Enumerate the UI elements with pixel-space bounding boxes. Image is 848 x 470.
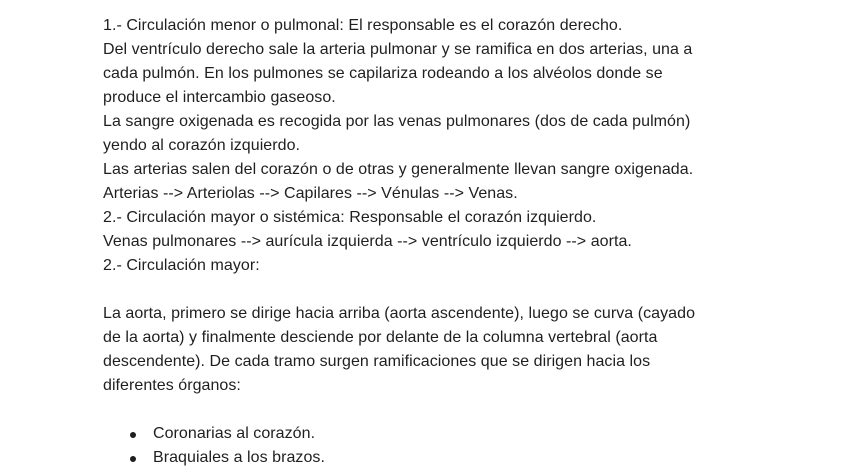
document-body bbox=[103, 14, 743, 470]
bullet-icon bbox=[130, 432, 136, 438]
paragraph-spacer bbox=[103, 398, 743, 422]
list-item-text: Braquiales a los brazos. bbox=[153, 449, 325, 466]
text-line: Del ventrículo derecho sale la arteria pulmonar y se ramifica en dos arterias, una a bbox=[103, 41, 693, 58]
cut-off-heading-fragment bbox=[102, 0, 148, 4]
text-line: de la aorta) y finalmente desciende por delante de la columna vertebral (aorta bbox=[103, 329, 658, 346]
text-line: 1.- Circulación menor o pulmonal: El responsable es el corazón derecho. bbox=[103, 17, 623, 34]
text-line: descendente). De cada tramo surgen ramificaciones que se dirigen hacia los bbox=[103, 353, 651, 370]
list-item-text: Coronarias al corazón. bbox=[153, 425, 316, 442]
text-line: 2.- Circulación mayor: bbox=[103, 257, 260, 274]
paragraph-pulmonary-circulation bbox=[103, 14, 743, 278]
text-line: produce el intercambio gaseoso. bbox=[103, 89, 336, 106]
list-item bbox=[103, 446, 743, 470]
text-line: diferentes órganos: bbox=[103, 377, 241, 394]
paragraph-aorta bbox=[103, 302, 743, 398]
text-line: La aorta, primero se dirige hacia arriba (aorta ascendente), luego se curva (cayado bbox=[103, 305, 696, 322]
text-line: Las arterias salen del corazón o de otras y generalmente llevan sangre oxigenada. bbox=[103, 161, 694, 178]
list-item bbox=[103, 422, 743, 446]
branches-list bbox=[103, 422, 743, 470]
text-line: Venas pulmonares --> aurícula izquierda --> ventrículo izquierdo --> aorta. bbox=[103, 233, 632, 250]
text-line: cada pulmón. En los pulmones se capilariza rodeando a los alvéolos donde se bbox=[103, 65, 663, 82]
text-line: La sangre oxigenada es recogida por las venas pulmonares (dos de cada pulmón) bbox=[103, 113, 691, 130]
text-line: Arterias --> Arteriolas --> Capilares --> Vénulas --> Venas. bbox=[103, 185, 518, 202]
text-line: 2.- Circulación mayor o sistémica: Responsable el corazón izquierdo. bbox=[103, 209, 597, 226]
paragraph-spacer bbox=[103, 278, 743, 302]
bullet-icon bbox=[130, 456, 136, 462]
heading-fragment-shape bbox=[102, 0, 148, 4]
text-line: yendo al corazón izquierdo. bbox=[103, 137, 301, 154]
